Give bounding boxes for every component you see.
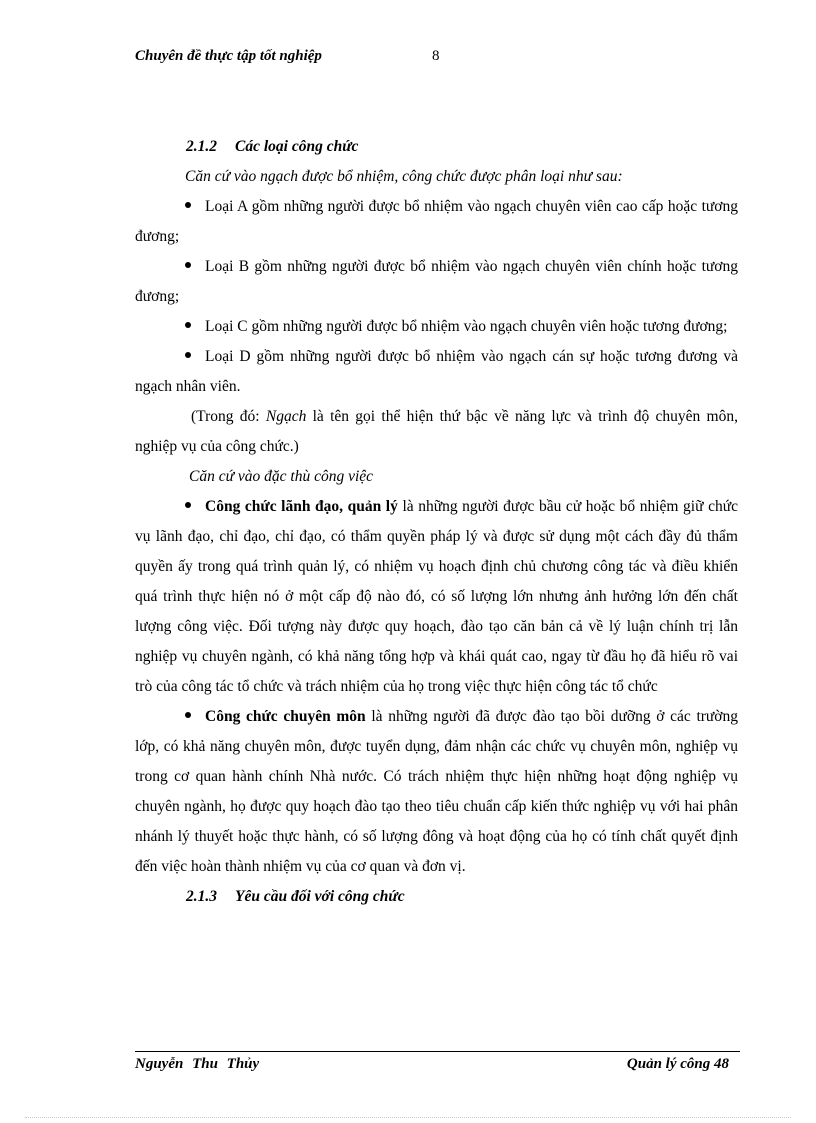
specialist-term: Công chức chuyên môn xyxy=(205,708,366,725)
section-number: 2.1.2 xyxy=(186,138,217,155)
note-term: Ngạch xyxy=(265,408,307,425)
list-item-b xyxy=(135,252,738,312)
leader-paragraph xyxy=(135,492,738,702)
page-bottom-border xyxy=(25,1117,791,1118)
specialist-text: là những người đã được đào tạo bồi dưỡng ở các trường lớp, có khả năng chuyên môn, được tuyển dụng, đảm nhận các chức vụ chuyên môn, nghiệp vụ trong cơ quan hành chính Nhà nước. Có trách nhiệm thực hiện những hoạt động nghiệp vụ chuyên ngành, họ được quy hoạch đào tạo theo tiêu chuẩn cấp kiến thức nghiệp vụ với hai phân nhánh lý thuyết hoặc thực hành, có số lượng đông và hoạt động của họ có tính chất quyết định đến việc hoàn thành nhiệm vụ của cơ quan và đơn vị. xyxy=(135,708,739,875)
list-item-text: Loại C gồm những người được bổ nhiệm vào ngạch chuyên viên hoặc tương đương; xyxy=(205,318,728,335)
list-item-text: Loại A gồm những người được bổ nhiệm vào ngạch chuyên viên cao cấp hoặc tương đương; xyxy=(135,198,738,245)
bullet-icon xyxy=(185,712,191,718)
definition-note xyxy=(135,402,738,462)
bullet-icon xyxy=(185,322,191,328)
list-item-a xyxy=(135,192,738,252)
header-title: Chuyên đề thực tập tốt nghiệp xyxy=(135,48,322,64)
specialist-paragraph xyxy=(135,702,738,882)
page-number: 8 xyxy=(432,48,440,64)
bullet-icon xyxy=(185,502,191,508)
list-item-c xyxy=(135,312,738,342)
classification-intro: Căn cứ vào ngạch được bổ nhiệm, công chức được phân loại như sau: xyxy=(185,168,623,185)
section-heading-2-1-2 xyxy=(135,132,738,162)
page-footer xyxy=(135,1056,735,1078)
footer-course: Quản lý công 48 xyxy=(626,1056,729,1072)
section-number: 2.1.3 xyxy=(186,888,217,905)
section-heading-2-1-3 xyxy=(135,882,738,912)
list-item-d xyxy=(135,342,738,402)
footer-divider xyxy=(135,1051,740,1052)
footer-author: Nguyễn Thu Thủy xyxy=(135,1056,260,1072)
work-type-intro: Căn cứ vào đặc thù công việc xyxy=(189,468,374,485)
note-prefix: (Trong đó: xyxy=(191,408,266,425)
document-body xyxy=(135,132,738,912)
note-rest: là tên gọi thể hiện thứ bậc về năng lực và trình độ chuyên môn, nghiệp vụ của công chức.) xyxy=(135,408,738,455)
leader-text: là những người được bầu cử hoặc bổ nhiệm giữ chức vụ lãnh đạo, chỉ đạo, chỉ đạo, có thẩm quyền pháp lý và được sử dụng một cách đầy đủ thẩm quyền ấy trong quá trình quản lý, có nhiệm vụ hoạch định chủ chương công tác và điều khiển quá trình thực hiện nó ở một cấp độ nào đó, có số lượng lớn nhưng ảnh hưởng lớn đến chất lượng công việc. Đối tượng này được quy hoạch, đào tạo căn bản cả về lý luận chính trị lẫn nghiệp vụ chuyên ngành, có khả năng tổng hợp và khái quát cao, ngay từ đầu họ đã hiểu rõ vai trò của công tác tổ chức và trách nhiệm của họ trong việc thực hiện công tác tổ chức xyxy=(135,498,738,695)
list-item-text: Loại D gồm những người được bổ nhiệm vào ngạch cán sự hoặc tương đương và ngạch nhân viên. xyxy=(135,348,738,395)
list-item-text: Loại B gồm những người được bổ nhiệm vào ngạch chuyên viên chính hoặc tương đương; xyxy=(135,258,738,305)
bullet-icon xyxy=(185,352,191,358)
section-title: Yêu cầu đối với công chức xyxy=(235,888,405,905)
leader-term: Công chức lãnh đạo, quản lý xyxy=(205,498,398,515)
section-title: Các loại công chức xyxy=(235,138,359,155)
bullet-icon xyxy=(185,202,191,208)
bullet-icon xyxy=(185,262,191,268)
page-header xyxy=(135,48,615,72)
